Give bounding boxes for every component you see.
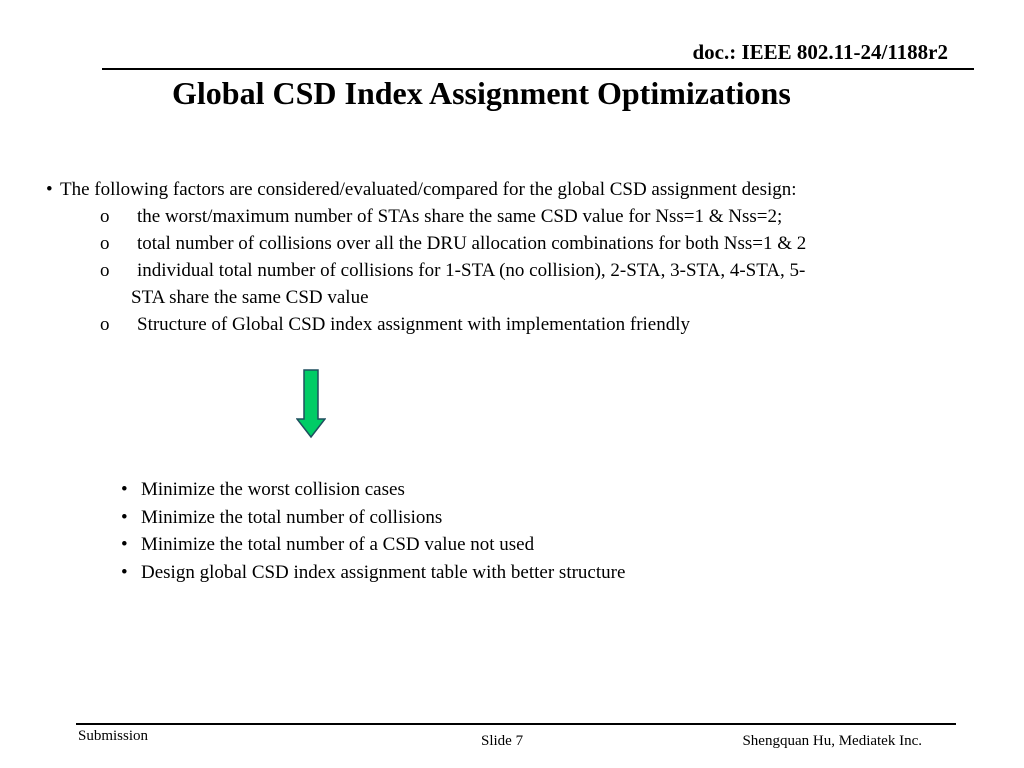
slide-number: Slide 7	[481, 733, 524, 749]
sub-bullet-marker: o	[100, 314, 110, 335]
goal-list	[121, 476, 625, 586]
bullet-marker: •	[121, 534, 128, 555]
down-arrow-shape	[297, 370, 325, 437]
factor-list	[100, 203, 950, 338]
factor-item	[100, 257, 950, 284]
main-bullet-text: The following factors are considered/evaluated/compared for the global CSD assignment design:	[60, 179, 797, 200]
document-id: doc.: IEEE 802.11-24/1188r2	[692, 40, 948, 64]
factor-item-continuation: STA share the same CSD value	[131, 287, 369, 308]
main-bullet	[46, 176, 797, 203]
factor-item-text: the worst/maximum number of STAs share the same CSD value for Nss=1 & Nss=2;	[137, 206, 783, 227]
factor-item	[100, 230, 950, 257]
down-arrow-icon	[296, 369, 326, 439]
factor-item	[100, 203, 950, 230]
bullet-marker: •	[121, 506, 128, 528]
sub-bullet-marker: o	[100, 260, 110, 281]
goal-item-text: Minimize the total number of a CSD value not used	[141, 534, 535, 555]
bullet-marker: •	[46, 179, 53, 200]
factor-item-text: total number of collisions over all the DRU allocation combinations for both Nss=1 & 2	[137, 233, 807, 254]
footer-author: Shengquan Hu, Mediatek Inc.	[742, 733, 922, 749]
goal-item	[121, 504, 625, 532]
goal-item	[121, 476, 625, 504]
goal-item	[121, 531, 625, 559]
goal-item	[121, 559, 625, 587]
goal-item-text: Minimize the total number of collisions	[141, 506, 443, 528]
slide-title: Global CSD Index Assignment Optimizations	[172, 75, 791, 111]
bullet-marker: •	[121, 479, 128, 500]
footer-divider	[76, 723, 956, 725]
header-divider	[102, 68, 974, 70]
goal-item-text: Design global CSD index assignment table with better structure	[141, 561, 626, 583]
factor-item	[100, 311, 950, 338]
footer-submission: Submission	[78, 728, 149, 744]
sub-bullet-marker: o	[100, 206, 110, 227]
bullet-marker: •	[121, 561, 128, 583]
goal-item-text: Minimize the worst collision cases	[141, 479, 405, 500]
factor-item-text: individual total number of collisions for 1-STA (no collision), 2-STA, 3-STA, 4-STA, 5-	[137, 260, 806, 281]
sub-bullet-marker: o	[100, 233, 110, 254]
factor-item-text: Structure of Global CSD index assignment with implementation friendly	[137, 314, 691, 335]
